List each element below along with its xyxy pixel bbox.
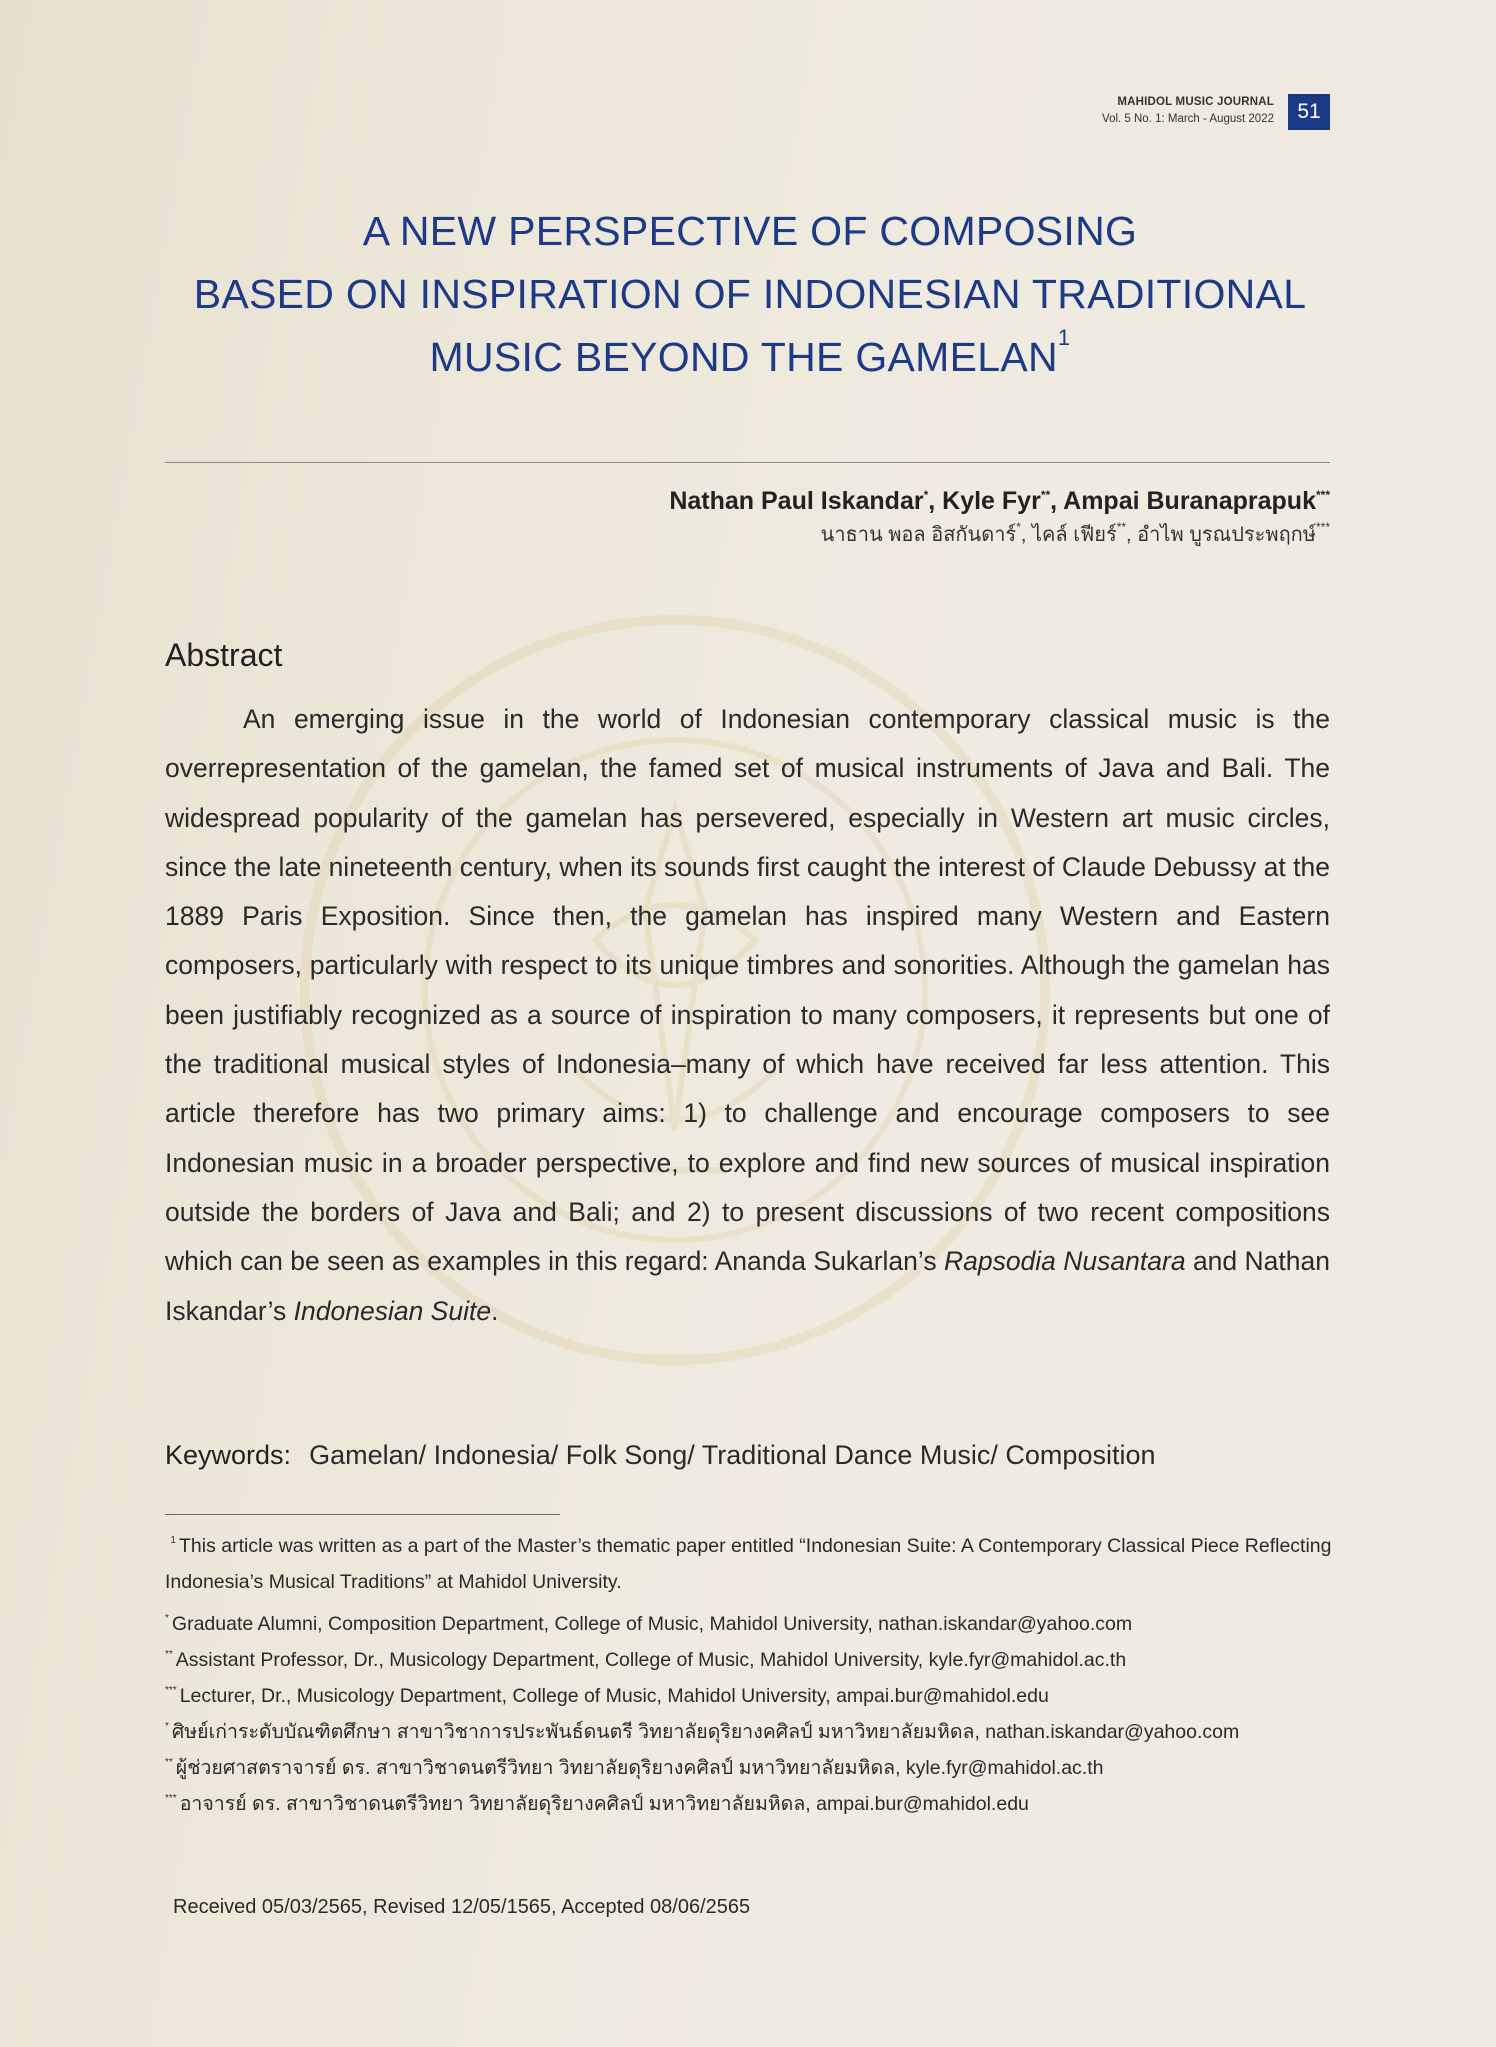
- author-block: [669, 482, 1330, 550]
- running-header: [1102, 94, 1330, 130]
- footnote-item: $^1$ This article was written as a part of the Master’s thematic paper entitled “Indonesian Suite: A Contemporary Classical Piece Reflecting Indonesia’s Musical Traditions” at Mahidol University.: [165, 1535, 1332, 1593]
- abstract-paragraph: An emerging issue in the world of Indonesian contemporary classical music is the overrepresentation of the gamelan, the famed set of musical instruments of Java and Bali. The widespread popularity of the gamelan has persevered, especially in Western art music circles, since the late nineteenth century, when its sounds first caught the interest of Claude Debussy at the 1889 Paris Exposition. Since then, the gamelan has inspired many Western and Eastern composers, particularly with respect to its unique timbres and sonorities. Although the gamelan has been justifiably recognized as a source of inspiration to many composers, it represents but one of the traditional musical styles of Indonesia–many of which have received far less attention. This article therefore has two primary aims: 1) to challenge and encourage composers to see Indonesian music in a broader perspective, to explore and find new sources of musical inspiration outside the borders of Java and Bali; and 2) to present discussions of two recent compositions which can be seen as examples in this regard: Ananda Sukarlan’s Rapsodia Nusantara and Nathan Iskandar’s Indonesian Suite.: [165, 704, 1330, 1326]
- title-footnote-mark[interactable]: 1: [1057, 325, 1071, 350]
- article-title: [150, 200, 1350, 389]
- page-number-badge: 51: [1288, 94, 1330, 130]
- footnote-item: * ศิษย์เก่าระดับบัณฑิตศึกษา สาขาวิชาการประพันธ์ดนตรี วิทยาลัยดุริยางคศิลป์ มหาวิทยาลัยมหิดล, nathan.iskandar@yahoo.com: [165, 1721, 1240, 1743]
- authors-thai: นาธาน พอล อิสกันดาร์*, ไคล์ เฟียร์**, อำไพ บูรณประพฤกษ์***: [820, 520, 1330, 546]
- title-divider: [165, 462, 1330, 463]
- abstract-heading: Abstract: [165, 637, 283, 673]
- footnote-divider: [165, 1514, 560, 1515]
- title-line-3: MUSIC BEYOND THE GAMELAN$^1$: [429, 325, 1071, 380]
- footnote-item: * Graduate Alumni, Composition Department, College of Music, Mahidol University, nathan.iskandar@yahoo.com: [165, 1613, 1133, 1635]
- footnote-item: ** ผู้ช่วยศาสตราจารย์ ดร. สาขาวิชาดนตรีวิทยา วิทยาลัยดุริยางคศิลป์ มหาวิทยาลัยมหิดล, kyle.fyr@mahidol.ac.th: [165, 1757, 1104, 1779]
- author-name-thai: นาธาน พอล อิสกันดาร์: [820, 524, 1017, 546]
- work-title: Rapsodia Nusantara: [943, 1246, 1186, 1277]
- title-line-2: BASED ON INSPIRATION OF INDONESIAN TRADITIONAL: [193, 271, 1307, 317]
- keywords-line: [165, 1440, 1156, 1471]
- keywords-value: Gamelan/ Indonesia/ Folk Song/ Traditional Dance Music/ Composition: [309, 1440, 1156, 1470]
- journal-info: [1102, 94, 1274, 128]
- title-line-1: A NEW PERSPECTIVE OF COMPOSING: [362, 208, 1138, 254]
- journal-issue: Vol. 5 No. 1: March - August 2022: [1102, 113, 1274, 125]
- footnote-item: *** อาจารย์ ดร. สาขาวิชาดนตรีวิทยา วิทยาลัยดุริยางคศิลป์ มหาวิทยาลัยมหิดล, ampai.bur@mahidol.edu: [165, 1793, 1029, 1815]
- keywords-label: Keywords:: [165, 1440, 292, 1470]
- author-name: Kyle Fyr: [942, 487, 1041, 515]
- authors-english: Nathan Paul Iskandar*, Kyle Fyr**, Ampai Buranaprapuk***: [669, 487, 1330, 515]
- author-name-thai: อำไพ บูรณประพฤกษ์: [1137, 524, 1316, 546]
- author-name: Nathan Paul Iskandar: [669, 487, 924, 515]
- author-name: Ampai Buranaprapuk: [1063, 487, 1316, 515]
- footnote-item: ** Assistant Professor, Dr., Musicology Department, College of Music, Mahidol University, kyle.fyr@mahidol.ac.th: [165, 1649, 1127, 1671]
- footnote-item: *** Lecturer, Dr., Musicology Department, College of Music, Mahidol University, ampai.bur@mahidol.edu: [165, 1685, 1049, 1707]
- journal-name: MAHIDOL MUSIC JOURNAL: [1117, 96, 1274, 108]
- received-dates: Received 05/03/2565, Revised 12/05/1565, Accepted 08/06/2565: [173, 1896, 751, 1918]
- footnotes: [165, 1528, 1335, 1822]
- work-title: Indonesian Suite: [293, 1295, 492, 1326]
- author-name-thai: ไคล์ เฟียร์: [1031, 524, 1117, 546]
